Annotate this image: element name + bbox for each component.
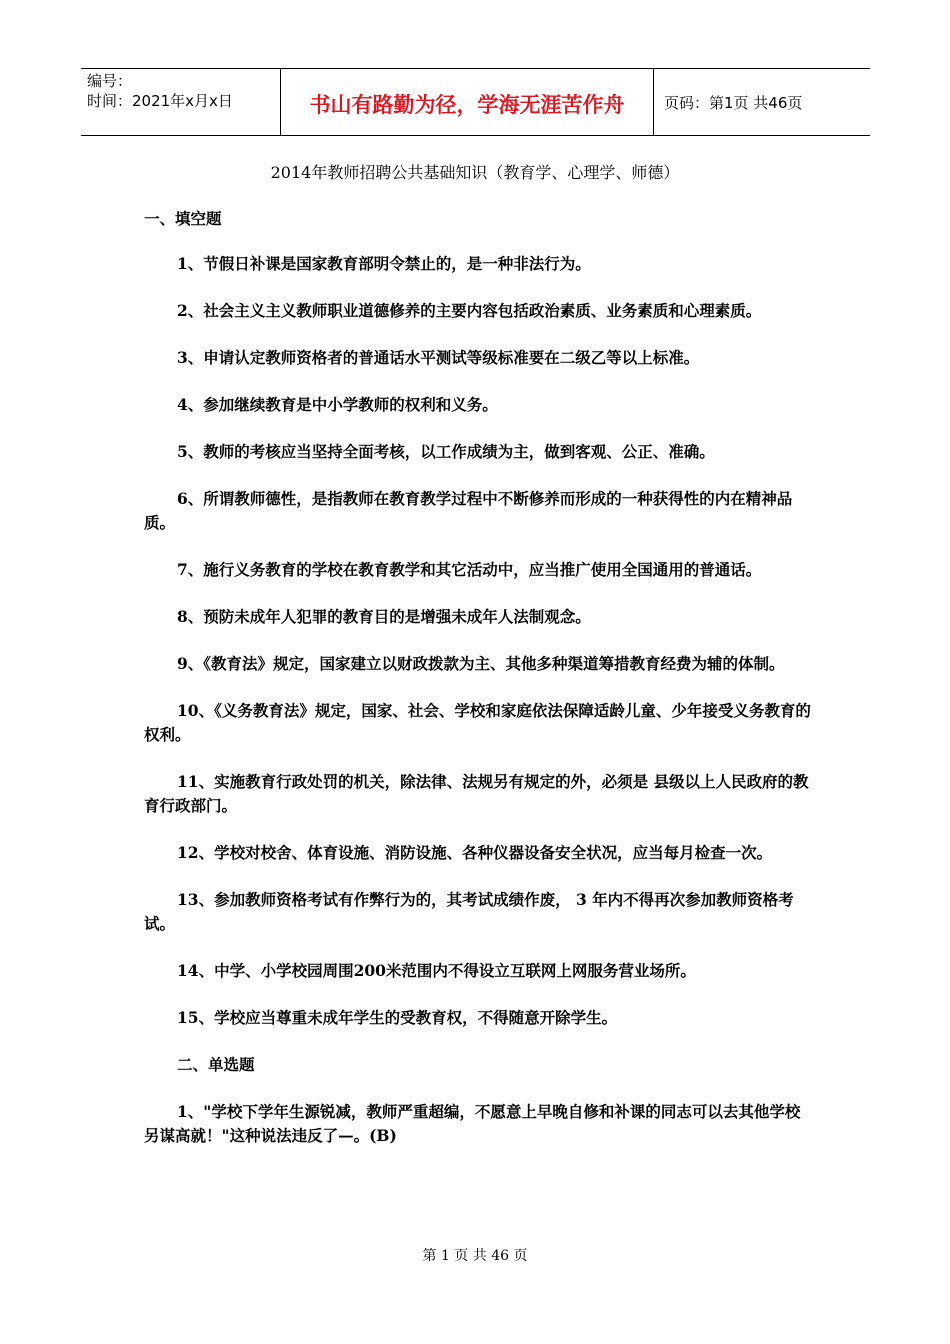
list-item: 5、教师的考核应当坚持全面考核，以工作成绩为主，做到客观、公正、准确。: [177, 442, 715, 461]
header-meta-cell: [81, 69, 281, 135]
page-info-text: 页码：第1页 共46页: [664, 93, 803, 112]
list-item: 4、参加继续教育是中小学教师的权利和义务。: [177, 395, 498, 414]
number-label: 编号：: [87, 72, 133, 90]
page-footer: 第 1 页 共 46 页: [422, 1248, 528, 1264]
list-item: 11、实施教育行政处罚的机关，除法律、法规另有规定的外，必须是 县级以上人民政府的教育行政部门。: [144, 772, 809, 815]
page-info-cell: [654, 69, 870, 135]
list-item: 3、申请认定教师资格者的普通话水平测试等级标准要在二级乙等以上标准。: [177, 348, 700, 367]
section-heading-single-choice: 二、单选题: [177, 1055, 255, 1074]
list-item: 12、学校对校舍、体育设施、消防设施、各种仪器设备安全状况，应当每月检查一次。: [177, 843, 773, 862]
list-item: 13、参加教师资格考试有作弊行为的，其考试成绩作废， 3 年内不得再次参加教师资格考试。: [144, 890, 794, 933]
list-item: 14、中学、小学校园周围200米范围内不得设立互联网上网服务营业场所。: [177, 961, 696, 980]
list-item: 6、所谓教师德性，是指教师在教育教学过程中不断修养而形成的一种获得性的内在精神品质。: [144, 489, 793, 532]
list-item: 1、"学校下学年生源锐减，教师严重超编，不愿意上早晚自修和补课的同志可以去其他学校另谋高就！"这种说法违反了—。(B): [144, 1102, 801, 1145]
list-item: 8、预防未成年人犯罪的教育目的是增强未成年人法制观念。: [177, 607, 591, 626]
list-item: 10、《义务教育法》规定，国家、社会、学校和家庭依法保障适龄儿童、少年接受义务教育的权利。: [144, 701, 811, 744]
time-label: 时间：2021年x月x日: [87, 92, 233, 110]
list-item: 7、施行义务教育的学校在教育教学和其它活动中，应当推广使用全国通用的普通话。: [177, 560, 762, 579]
document-title: 2014年教师招聘公共基础知识（教育学、心理学、师德）: [270, 163, 680, 182]
list-item: 9、《教育法》规定，国家建立以财政拨款为主、其他多种渠道筹措教育经费为辅的体制。: [177, 654, 785, 673]
motto-text: 书山有路勤为径，学海无涯苦作舟: [309, 93, 625, 117]
motto-cell: [281, 69, 654, 135]
list-item: 15、学校应当尊重未成年学生的受教育权，不得随意开除学生。: [177, 1008, 618, 1027]
header-table: [81, 68, 870, 136]
document-body: [144, 207, 814, 1148]
section-heading-fill-blanks: 一、填空题: [144, 209, 222, 228]
list-item: 2、社会主义主义教师职业道德修养的主要内容包括政治素质、业务素质和心理素质。: [177, 301, 762, 320]
list-item: 1、节假日补课是国家教育部明令禁止的，是一种非法行为。: [177, 254, 591, 273]
